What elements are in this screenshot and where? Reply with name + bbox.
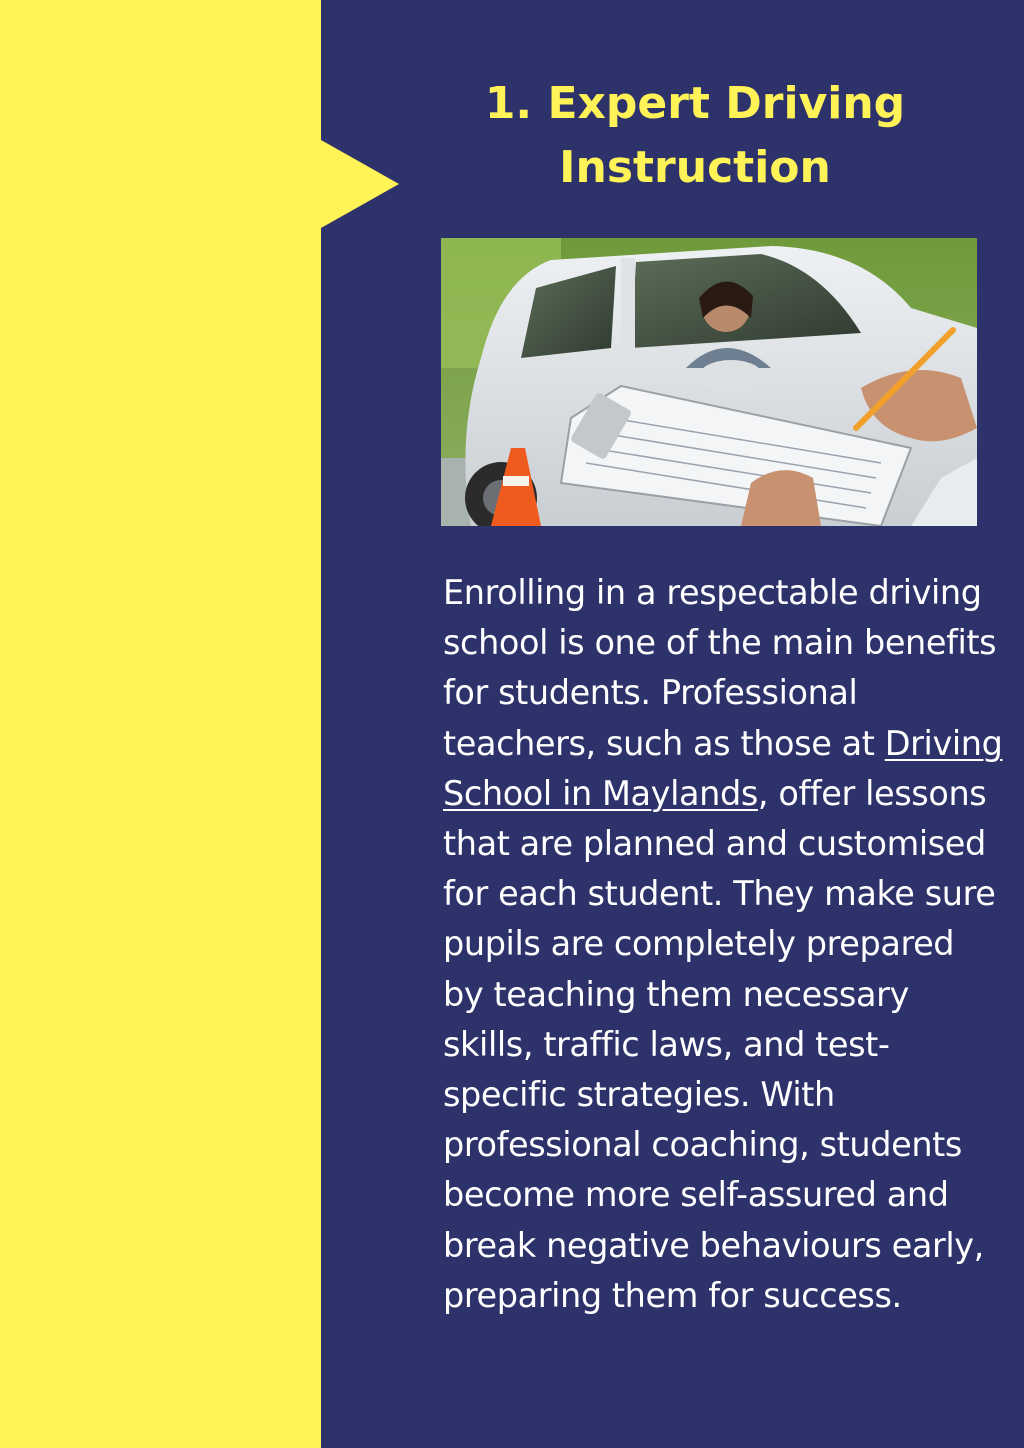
arrow-pointer-icon bbox=[321, 140, 399, 228]
driving-test-photo bbox=[441, 238, 977, 526]
heading-line-2: Instruction bbox=[559, 142, 831, 193]
heading-line-1: 1. Expert Driving bbox=[484, 78, 906, 129]
left-accent-panel bbox=[0, 0, 321, 1448]
paragraph-text-start: Enrolling in a respectable driving school is one of the main benefits for students. Professional teachers, such as those at bbox=[443, 573, 997, 763]
section-heading bbox=[441, 72, 949, 200]
paragraph-text-end: , offer lessons that are planned and customised for each student. They make sure pupils are completely prepared by teaching them necessary skills, traffic laws, and test-specific strategies. With professional coaching, students become more self-assured and break negative behaviours early, preparing them for success. bbox=[443, 773, 996, 1315]
driving-school-link[interactable]: Driving School in Maylands bbox=[443, 723, 1003, 813]
body-paragraph bbox=[443, 568, 1003, 1321]
